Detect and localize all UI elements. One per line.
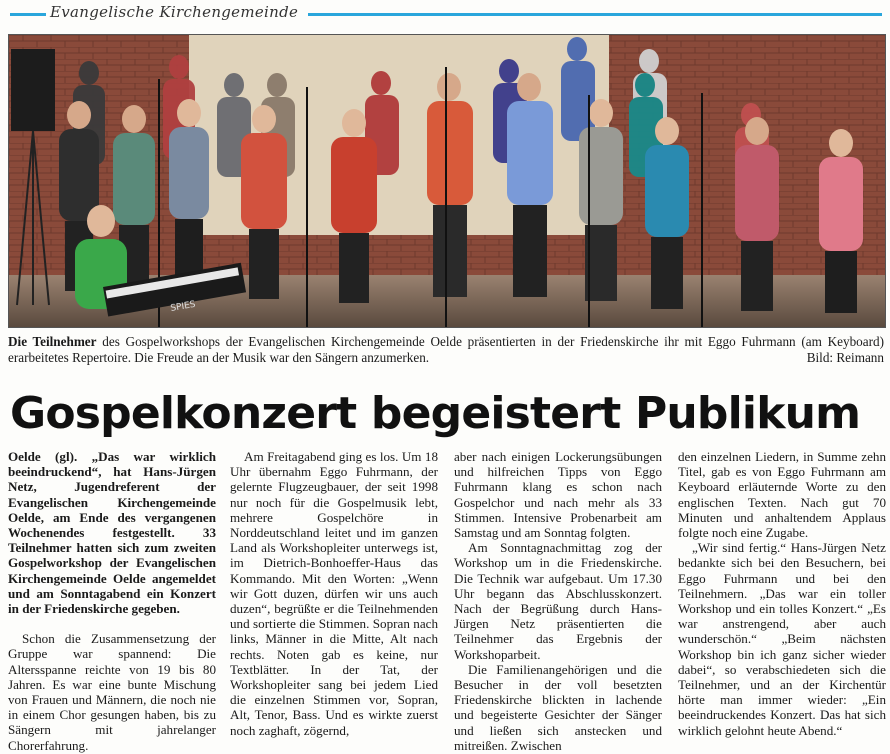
keyboard-banner-text: SPIES	[169, 299, 197, 314]
article-paragraph: Die Familienangehörigen und die Besucher in der voll besetzten Friedenskirche blickten in lachende und begeisterte Gesichter der Sänger und ließen sich anstecken und mitreißen. Zwischen	[454, 661, 662, 753]
article-paragraph: Am Freitagabend ging es los. Um 18 Uhr übernahm Eggo Fuhrmann, der gelernte Flugzeugbauer, der seit 1998 nur noch für die Gospelmusik lebt, mehrere Gospelchöre in Norddeutschland leitet und im ganzen Land als Workshopleiter unterwegs ist, im Dietrich-Bonhoeffer-Haus das Kommando. Mit den Worten: „Wenn wir Gott duzen, dürfen wir uns auch duzen“, begrüßte er die Teilnehmenden und sortierte die Stimmen. Sopran nach links, Männer in die Mitte, Alt nach rechts. Noten gab es keine, nur Textblätter. In der Tat, der Workshopleiter sang bei jedem Lied die einzelnen Stimmen vor, Sopran, Alt, Tenor, Bass. Und es wirkte zuerst noch zaghaft, zögernd,	[230, 449, 438, 738]
article-column-4	[678, 449, 886, 738]
article-paragraph: „Wir sind fertig.“ Hans-Jürgen Netz bedankte sich bei den Besuchern, bei Eggo Fuhrmann und bei den Teilnehmern. „Das war ein toller Workshop und ein tolles Konzert.“ „Es war anstrengend, aber auch wunderschön.“ „Beim nächsten Workshop bin ich ganz sicher wieder dabei“, so verabschiedeten sich die Teilnehmer, und an der Kirchentür hörte man immer wieder: „Ein beeindruckendes Konzert. Das hat sich wirklich gelohnt heute Abend.“	[678, 540, 886, 738]
article-paragraph: den einzelnen Liedern, in Summe zehn Titel, gab es von Eggo Fuhrmann am Keyboard erläuternde Worte zu den englischen Texten. Nach gut 70 Minuten und anhaltendem Applaus folgte noch eine Zugabe.	[678, 449, 886, 541]
article-column-1	[8, 449, 216, 753]
caption-lead: Die Teilnehmer	[8, 334, 97, 349]
article-column-3	[454, 449, 662, 753]
photo-caption	[8, 334, 884, 366]
choir-photo-illustration	[9, 35, 885, 327]
article-lead: Oelde (gl). „Das war wirklich beeindruckend“, hat Hans-Jürgen Netz, Jugendreferent der Evangelischen Kirchengemeinde Oelde, am Ende des vergangenen Wochenendes festgestellt. 33 Teilnehmer hatten sich zum zweiten Gospelworkshop der Evangelischen Kirchengemeinde Oelde angemeldet und am Sonntagabend ein Konzert in der Friedenskirche gegeben.	[8, 449, 216, 617]
section-rule-right	[308, 13, 882, 16]
article-paragraph: aber nach einigen Lockerungsübungen und hilfreichen Tipps von Eggo Fuhrmann klang es schon nach Gospelchor und nach mehr als 33 Stimmen. Intensive Probenarbeit am Samstag und am Sonntag folgten.	[454, 449, 662, 541]
photo-credit: Bild: Reimann	[803, 350, 884, 366]
caption-text: des Gospelworkshops der Evangelischen Kirchengemeinde Oelde präsentierten in der Friedenskirche ihr mit Eggo Fuhrmann (am Keyboard) erarbeitetes Repertoire. Die Freude an der Musik war den Sängern anzumerken.	[8, 334, 884, 365]
section-title: Evangelische Kirchengemeinde	[50, 3, 299, 21]
article-paragraph: Am Sonntagnachmittag zog der Workshop um in die Friedenskirche. Die Technik war aufgebaut. Um 17.30 Uhr begann das Abschlusskonzert. Nach der Begrüßung durch Hans-Jürgen Netz präsentierten die Teilnehmer das Ergebnis der Workshoparbeit.	[454, 540, 662, 662]
article-column-2	[230, 449, 438, 738]
article-paragraph: Schon die Zusammensetzung der Gruppe war spannend: Die Altersspanne reichte von 19 bis 80 Jahren. Es war eine bunte Mischung von Frauen und Männern, die noch nie in einem Chor gesungen haben, bis zu Sängern mit jahrelanger Chorerfahrung.	[8, 631, 216, 753]
section-header	[8, 2, 882, 26]
article-headline: Gospelkonzert begeistert Publikum	[10, 388, 861, 439]
choir-photo	[8, 34, 886, 328]
section-rule-left	[10, 13, 46, 16]
